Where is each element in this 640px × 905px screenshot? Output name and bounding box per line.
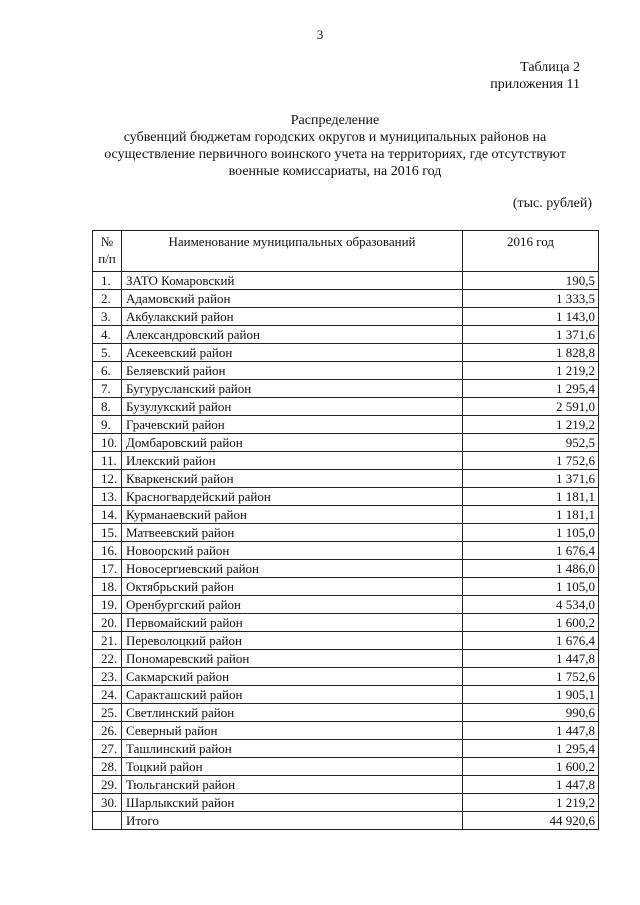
row-name: Сакмарский район xyxy=(122,668,463,686)
row-number: 24. xyxy=(93,686,122,704)
row-value: 990,6 xyxy=(463,704,599,722)
table-row xyxy=(93,776,599,794)
row-name: Акбулакский район xyxy=(122,308,463,326)
row-number: 3. xyxy=(93,308,122,326)
table-row xyxy=(93,506,599,524)
table-row xyxy=(93,362,599,380)
row-number: 7. xyxy=(93,380,122,398)
row-value: 1 600,2 xyxy=(463,758,599,776)
header-number-sign: № xyxy=(100,234,114,249)
row-number: 4. xyxy=(93,326,122,344)
row-number: 22. xyxy=(93,650,122,668)
heading-line: осуществление первичного воинского учета на территориях, где отсутствуют xyxy=(104,147,566,162)
row-number: 14. xyxy=(93,506,122,524)
row-value: 1 447,8 xyxy=(463,776,599,794)
table-row xyxy=(93,398,599,416)
row-value: 1 219,2 xyxy=(463,794,599,812)
row-value: 1 295,4 xyxy=(463,380,599,398)
row-value: 4 534,0 xyxy=(463,596,599,614)
row-name: Грачевский район xyxy=(122,416,463,434)
table-row xyxy=(93,740,599,758)
table-row xyxy=(93,686,599,704)
row-number: 10. xyxy=(93,434,122,452)
row-number: 13. xyxy=(93,488,122,506)
row-number: 29. xyxy=(93,776,122,794)
row-value: 1 676,4 xyxy=(463,632,599,650)
row-name: Октябрьский район xyxy=(122,578,463,596)
row-name: Александровский район xyxy=(122,326,463,344)
row-name: Переволоцкий район xyxy=(122,632,463,650)
total-value: 44 920,6 xyxy=(463,812,599,830)
table-row xyxy=(93,632,599,650)
row-name: Курманаевский район xyxy=(122,506,463,524)
table-row xyxy=(93,542,599,560)
row-name: Красногвардейский район xyxy=(122,488,463,506)
table-row xyxy=(93,524,599,542)
table-reference: Таблица 2 xyxy=(520,60,580,75)
header-year: 2016 год xyxy=(463,231,599,272)
row-name: ЗАТО Комаровский xyxy=(122,272,463,290)
row-value: 1 905,1 xyxy=(463,686,599,704)
row-number: 16. xyxy=(93,542,122,560)
row-name: Саракташский район xyxy=(122,686,463,704)
row-value: 1 676,4 xyxy=(463,542,599,560)
row-number: 27. xyxy=(93,740,122,758)
table-row xyxy=(93,722,599,740)
row-value: 1 105,0 xyxy=(463,524,599,542)
row-value: 1 295,4 xyxy=(463,740,599,758)
row-number: 30. xyxy=(93,794,122,812)
row-name: Пономаревский район xyxy=(122,650,463,668)
row-number: 21. xyxy=(93,632,122,650)
row-name: Ташлинский район xyxy=(122,740,463,758)
row-name: Новоорский район xyxy=(122,542,463,560)
table-row xyxy=(93,272,599,290)
row-value: 1 447,8 xyxy=(463,722,599,740)
row-number: 18. xyxy=(93,578,122,596)
row-number: 9. xyxy=(93,416,122,434)
page-number: 3 xyxy=(316,27,324,42)
table-row xyxy=(93,758,599,776)
row-value: 1 333,5 xyxy=(463,290,599,308)
row-number: 15. xyxy=(93,524,122,542)
row-number: 2. xyxy=(93,290,122,308)
row-value: 1 219,2 xyxy=(463,362,599,380)
row-name: Северный район xyxy=(122,722,463,740)
table-row xyxy=(93,344,599,362)
row-value: 1 219,2 xyxy=(463,416,599,434)
row-value: 1 600,2 xyxy=(463,614,599,632)
row-number: 25. xyxy=(93,704,122,722)
table-row xyxy=(93,650,599,668)
row-name: Матвеевский район xyxy=(122,524,463,542)
table-row xyxy=(93,704,599,722)
distribution-table xyxy=(92,230,599,830)
row-value: 1 105,0 xyxy=(463,578,599,596)
header-number-abbr: п/п xyxy=(98,251,116,266)
table-row xyxy=(93,560,599,578)
total-label: Итого xyxy=(122,812,463,830)
row-name: Оренбургский район xyxy=(122,596,463,614)
row-number: 8. xyxy=(93,398,122,416)
table-row xyxy=(93,434,599,452)
row-name: Новосергиевский район xyxy=(122,560,463,578)
table-row xyxy=(93,596,599,614)
row-name: Тюльганский район xyxy=(122,776,463,794)
row-name: Асекеевский район xyxy=(122,344,463,362)
table-row xyxy=(93,578,599,596)
table-row xyxy=(93,290,599,308)
row-name: Илекский район xyxy=(122,452,463,470)
table-row xyxy=(93,794,599,812)
unit-label: (тыс. рублей) xyxy=(512,196,592,211)
total-row xyxy=(93,812,599,830)
table-row xyxy=(93,488,599,506)
row-name: Домбаровский район xyxy=(122,434,463,452)
table-row xyxy=(93,326,599,344)
table-row xyxy=(93,668,599,686)
row-number: 20. xyxy=(93,614,122,632)
row-value: 1 447,8 xyxy=(463,650,599,668)
row-value: 952,5 xyxy=(463,434,599,452)
row-number: 17. xyxy=(93,560,122,578)
row-name: Адамовский район xyxy=(122,290,463,308)
row-name: Бугурусланский район xyxy=(122,380,463,398)
row-value: 1 486,0 xyxy=(463,560,599,578)
table-row xyxy=(93,614,599,632)
row-value: 1 752,6 xyxy=(463,452,599,470)
header-name: Наименование муниципальных образований xyxy=(122,231,463,272)
row-value: 2 591,0 xyxy=(463,398,599,416)
row-value: 1 371,6 xyxy=(463,326,599,344)
table-row xyxy=(93,308,599,326)
row-number: 5. xyxy=(93,344,122,362)
row-value: 1 828,8 xyxy=(463,344,599,362)
row-name: Светлинский район xyxy=(122,704,463,722)
row-value: 1 181,1 xyxy=(463,488,599,506)
row-name: Беляевский район xyxy=(122,362,463,380)
row-value: 190,5 xyxy=(463,272,599,290)
row-value: 1 181,1 xyxy=(463,506,599,524)
row-name: Первомайский район xyxy=(122,614,463,632)
table-header-row xyxy=(93,231,599,272)
row-number: 12. xyxy=(93,470,122,488)
table-row xyxy=(93,470,599,488)
row-name: Кваркенский район xyxy=(122,470,463,488)
table-row xyxy=(93,416,599,434)
row-name: Тоцкий район xyxy=(122,758,463,776)
total-number xyxy=(93,812,122,830)
row-name: Шарлыкский район xyxy=(122,794,463,812)
row-number: 1. xyxy=(93,272,122,290)
row-number: 28. xyxy=(93,758,122,776)
heading-line: субвенций бюджетам городских округов и муниципальных районов на xyxy=(123,130,547,145)
appendix-reference: приложения 11 xyxy=(490,77,580,92)
heading-line: военные комиссариаты, на 2016 год xyxy=(228,164,442,179)
row-number: 26. xyxy=(93,722,122,740)
table-row xyxy=(93,452,599,470)
row-number: 11. xyxy=(93,452,122,470)
row-value: 1 143,0 xyxy=(463,308,599,326)
row-value: 1 752,6 xyxy=(463,668,599,686)
heading-title: Распределение xyxy=(290,113,380,128)
row-number: 6. xyxy=(93,362,122,380)
table-row xyxy=(93,380,599,398)
header-number xyxy=(93,231,122,272)
row-number: 23. xyxy=(93,668,122,686)
row-name: Бузулукский район xyxy=(122,398,463,416)
row-number: 19. xyxy=(93,596,122,614)
table-body xyxy=(93,272,599,830)
row-value: 1 371,6 xyxy=(463,470,599,488)
document-heading xyxy=(80,112,590,180)
